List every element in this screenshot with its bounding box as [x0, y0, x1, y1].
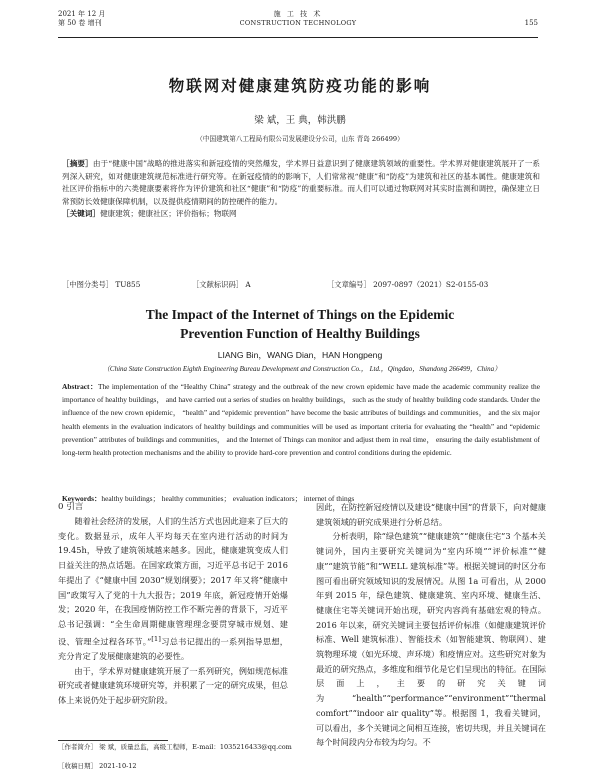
- document-code: ［文献标识码］ A: [192, 280, 251, 289]
- header-rule: [58, 37, 538, 38]
- abstract-cn-label: ［摘要］: [62, 159, 93, 168]
- body-paragraph: [58, 514, 288, 664]
- citation-superscript: [1]: [151, 634, 161, 643]
- abstract-en-text: The implementation of the “Healthy China” strategy and the outbreak of the new crown epidemic have made the academic community realize the importance of healthy buildings， and have carried out a series of studies on healthy buildings， such as the study of healthy building code standards. Under the influence of the new crown epidemic， “health” and “epidemic prevention” have become the basic attributes of buildings and communities， and the six major health elements in the evaluation indicators of healthy buildings and communities will be used as important criteria for evaluating the “health” and “epidemic prevention” attributes of buildings and communities， and the Internet of Things can monitor and adjust them in real time， ensuring the daily establishment of long-term health protection mechanisms and the ability to provide hard-core prevention and control conditions during the epidemic.: [62, 382, 540, 458]
- title-en-line-2: Prevention Function of Healthy Buildings: [180, 326, 420, 341]
- footnote-author: ［作者简介］ 梁 斌，质量总监，高级工程师，E-mail：1035216433@qq.com: [58, 743, 292, 751]
- header-volume: 第 50 卷 增刊: [58, 19, 102, 27]
- body-paragraph: 分析表明，除“绿色建筑”“健康建筑”“健康住宅”3 个基本关键词外，国内主要研究关键词为“室内环境”“评价标准”“健康”“建筑节能”和“WELL 建筑标准”等。根据关键词的时区分布图可看出研究领域知识的发展情况。从图 1a 可看出，从 2000 年到 2015 年，绿色建筑、健康建筑、室内环境、健康生活、健康住宅等关键词开始出现，研究内容尚有基础宏观的特点。2016 年以来，研究关键词主要包括评价标准（如健康建筑评价标准、Well 建筑标准）、智能技术（如智能建筑、物联网）、建筑物理环境（如光环境、声环境）和疫情应对。这些研究对象为最近的研究热点，多维度和细节化是它们呈现出的特征。在国际层面上，主要的研究关键词为“health”“performance”“environment”“thermal comfort”“indoor air quality”等。根据图 1，我看关键词，可以看出，多个关键词之间相互连接，密切共现，并且关键词在每个时间段内分布较为均匀。不: [316, 531, 546, 748]
- header-date: 2021 年 12 月: [58, 10, 106, 18]
- left-paragraph-1: 随着社会经济的发展，人们的生活方式也因此迎来了巨大的变化。数据显示，成年人平均每天在室内进行活动的时间为 19.45h，导致了建筑领域越来越多。因此，健康建筑变成人们日益关注的热点话题。在国家政策方面，习近平总书记于 2016 年提出了《“健康中国 2030”规划纲要》；2017 年又将“健康中国”政策写入了党的十九大报告；2019 年底，新冠疫情开始爆发；2020 年，在我国疫情防控工作不断完善的背景下，习近平总书记强调：“全生命周期健康管理理念要贯穿城市规划、建设、管理全过程各环节。”: [58, 516, 288, 647]
- article-id: ［文章编号］ 2097-0897（2021）S2-0155-03: [327, 280, 489, 289]
- header-journal-cn: 施 工 技 术: [273, 10, 323, 18]
- classification-line: [62, 280, 540, 290]
- header-journal: [58, 10, 538, 28]
- abstract-english: [62, 380, 540, 459]
- authors-chinese: 梁 斌，王 典，韩洪鹏: [254, 115, 346, 126]
- keywords-cn-text: 健康建筑；健康社区；评价指标；物联网: [99, 209, 237, 219]
- keywords-en-text: healthy buildings； healthy communities； evaluation indicators； internet of things: [101, 494, 355, 503]
- footnote-received: ［收稿日期］ 2021-10-12: [58, 762, 137, 770]
- keywords-cn-label: ［关键词］: [62, 209, 100, 219]
- title-en-line-1: The Impact of the Internet of Things on the Epidemic: [145, 307, 455, 322]
- body-column-left: [58, 514, 288, 708]
- authors-english: LIANG Bin，WANG Dian，HAN Hongpeng: [217, 350, 383, 360]
- running-header: [58, 10, 538, 36]
- affiliation-chinese: （中国建筑第八工程局有限公司发展建设分公司，山东 青岛 266499）: [196, 135, 404, 143]
- body-paragraph: 由于，学术界对健康建筑开展了一系列研究，例如规范标准研究或者健康建筑环境研究等，并积累了一定的研究成果，但总体上来说仍处于起步研究阶段。: [58, 665, 288, 706]
- left-paragraph-1-tail: 习总书记提出的一系列指导思想，充分肯定了发展健康建筑的必要性。: [58, 636, 288, 662]
- title-chinese: 物联网对健康建筑防疫功能的影响: [168, 76, 432, 95]
- keywords-en-label: Keywords：: [62, 494, 102, 503]
- abstract-chinese: [62, 158, 540, 221]
- clc-number: ［中图分类号］ TU855: [62, 280, 141, 289]
- header-page-number: 155: [524, 19, 538, 27]
- affiliation-english: （China State Construction Eighth Engineering Bureau Development and Construction Co.， Ltd.，Qingdao，Shandong 266499，China）: [102, 365, 502, 373]
- abstract-en-label: Abstract：: [62, 382, 98, 391]
- abstract-cn-text: 由于“健康中国”战略的推进落实和新冠疫情的突然爆发，学术界日益意识到了健康建筑领域的重要性。学术界对健康建筑展开了一系列深入研究，如对健康建筑规范标准进行研究等。在新冠疫情的的影响下，人们常常视“健康”和“防疫”为建筑和社区的基本属性。健康建筑和社区评价指标中的六类健康要素将作为评价建筑和社区“健康”和“防疫”的重要标准。而人们可以通过物联网对其实时监测和调控，确保建立日常预防长效健康保障机制，以及提供疫情期间的防控硬件的能力。: [62, 159, 540, 206]
- title-english: [0, 305, 600, 343]
- body-paragraph: 因此，在防控新冠疫情以及建设“健康中国”的背景下，向对健康建筑领域的研究成果进行分析总结。: [316, 502, 546, 527]
- body-column-right: [316, 500, 546, 750]
- section-heading: 0 引言: [58, 502, 84, 512]
- footnote-rule: [58, 740, 168, 741]
- header-journal-en: CONSTRUCTION TECHNOLOGY: [239, 19, 357, 27]
